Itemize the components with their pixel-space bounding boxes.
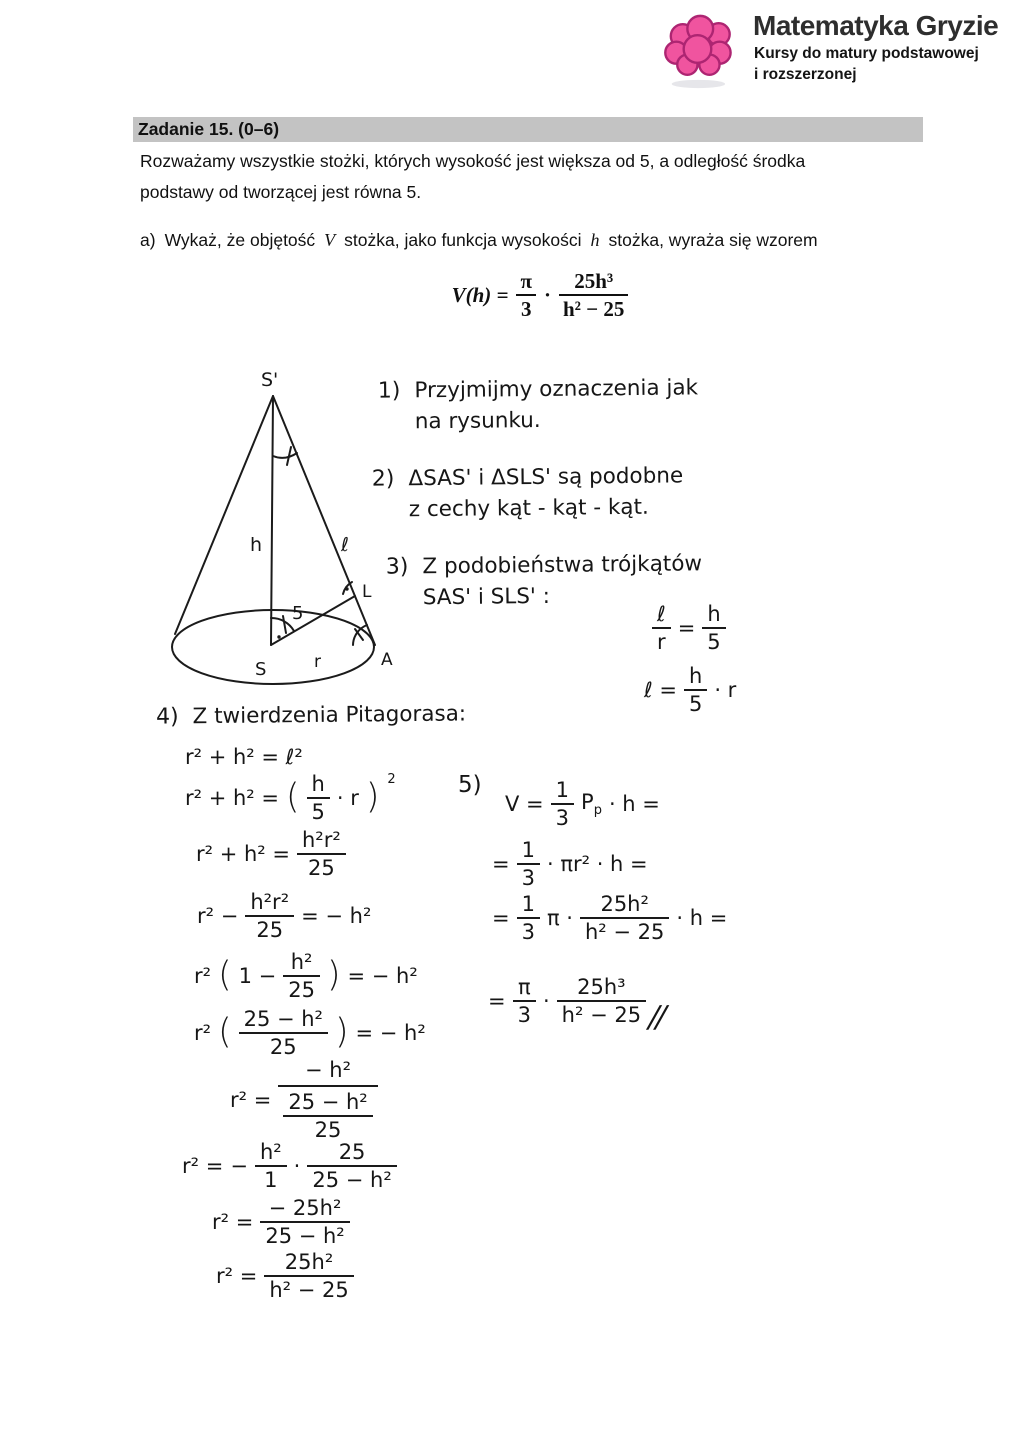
cone-diagram bbox=[158, 358, 406, 700]
printed-formula bbox=[380, 268, 700, 323]
label-slant: ℓ bbox=[341, 534, 349, 556]
eq-step-4: r² − $\frac{\text{h²r²}}{25}$ = − h² bbox=[197, 890, 372, 943]
eq-volume-2: = $\frac{1}{3}$ · πr² · h = bbox=[492, 838, 648, 891]
note-3-text: Z podobieństwa trójkątów SAS' i SLS' : bbox=[422, 551, 703, 611]
eq-step-10-result: r² = $\frac{\text{25h²}}{\text{h² − 25}}$ bbox=[216, 1250, 354, 1302]
note-2-text: ΔSAS' i ΔSLS' są podobne z cechy kąt - kąt - kąt. bbox=[408, 463, 684, 523]
note-2-number: 2) bbox=[371, 466, 395, 492]
section-4-number: 4) bbox=[155, 704, 179, 730]
part-a-text-3: stożka, wyraża się wzorem bbox=[608, 230, 818, 250]
eq-step-9: r² = $\frac{\text{− 25h²}}{\text{25 − h²}}$ bbox=[212, 1196, 350, 1248]
task-intro-line2: podstawy od tworzącej jest równa 5. bbox=[140, 182, 422, 202]
eq-pythagoras-2: r² + h² = ( $\frac{h}{5}$ · r ) 2 bbox=[185, 772, 396, 825]
eq-volume-4-final: = $\frac{\pi}{3}$ · $\frac{\text{25h³}}{\text{h² − 25}}$ // bbox=[488, 975, 668, 1035]
var-h: h bbox=[590, 230, 600, 250]
label-A: A bbox=[381, 650, 393, 670]
close-paren: ) bbox=[326, 954, 341, 995]
label-apex: S' bbox=[261, 369, 279, 391]
open-paren: ( bbox=[218, 1011, 232, 1052]
note-1 bbox=[378, 372, 699, 437]
eq-pythagoras-1: r² + h² = ℓ² bbox=[185, 745, 303, 769]
note-1-text: Przyjmijmy oznaczenia jak na rysunku. bbox=[414, 375, 699, 435]
eq-step-6: r² ( $\frac{\text{25 − h²}}{25}$ ) = − h² bbox=[194, 1007, 426, 1060]
eq-volume-3: = $\frac{1}{3}$ π · $\frac{\text{25h²}}{\text{h² − 25}}$ · h = bbox=[492, 892, 728, 945]
formula-frac-pi-3: $\frac{\pi}{3}$ bbox=[516, 268, 536, 323]
eq-step-8: r² = − $\frac{\text{h²}}{1}$ · $\frac{25}{\text{25 − h²}}$ bbox=[182, 1140, 397, 1192]
eq-step-5: r² ( 1 − $\frac{\text{h²}}{25}$ ) = − h² bbox=[194, 950, 418, 1003]
formula-lhs: V(h) = bbox=[451, 282, 509, 307]
logo-subtitle-line2: i rozszerzonej bbox=[754, 66, 857, 83]
part-a-text-2: stożka, jako funkcja wysokości bbox=[344, 230, 582, 250]
logo bbox=[655, 4, 1011, 92]
label-L: L bbox=[362, 582, 372, 602]
eq-l-solved: ℓ = $\frac{h}{5}$ · r bbox=[644, 664, 737, 717]
formula-dot: · bbox=[543, 282, 551, 307]
var-V: V bbox=[324, 230, 336, 250]
close-paren: ) bbox=[365, 776, 380, 817]
part-a-line bbox=[140, 230, 960, 251]
Pp-symbol: $P_p$ bbox=[581, 790, 602, 819]
close-paren: ) bbox=[334, 1011, 349, 1052]
eq-step-7-nested: r² = $\frac{\text{− h²}}{\frac{\text{25 − h²}}{25}}$ bbox=[230, 1058, 378, 1142]
eq-similarity-ratio: $\frac{\text{ℓ}}{r}$ = $\frac{h}{5}$ bbox=[652, 602, 726, 654]
logo-title: Matematyka Gryzie bbox=[753, 10, 999, 41]
label-five: 5 bbox=[292, 603, 304, 624]
qed-mark: // bbox=[644, 999, 668, 1035]
eq-volume-1: V = $\frac{1}{3}$ $P_p$ · h = bbox=[505, 778, 660, 831]
note-3-number: 3) bbox=[385, 554, 409, 580]
note-2 bbox=[372, 460, 684, 525]
label-S: S bbox=[255, 659, 267, 680]
logo-subtitle-line1: Kursy do matury podstawowej bbox=[754, 45, 979, 62]
task-intro-line1: Rozważamy wszystkie stożki, których wysokość jest większa od 5, a odległość środka bbox=[140, 151, 806, 171]
label-r: r bbox=[314, 652, 321, 672]
eq-step-3: r² + h² = $\frac{\text{h²r²}}{25}$ bbox=[196, 828, 346, 880]
note-1-number: 1) bbox=[377, 378, 401, 404]
open-paren: ( bbox=[218, 954, 232, 995]
part-a-text-1: Wykaż, że objętość bbox=[164, 230, 316, 250]
task-header: Zadanie 15. (0–6) bbox=[133, 117, 923, 142]
part-a-label: a) bbox=[140, 230, 156, 250]
section-4-heading bbox=[156, 698, 466, 732]
brain-icon bbox=[657, 6, 749, 92]
section-4-title: Z twierdzenia Pitagorasa: bbox=[192, 701, 467, 730]
section-5-number: 5) bbox=[458, 772, 482, 798]
open-paren: ( bbox=[286, 776, 300, 817]
label-height: h bbox=[250, 534, 263, 556]
formula-frac-25h3: $\frac{\text{25h³}}{\text{h² − 25}}$ bbox=[559, 268, 628, 323]
